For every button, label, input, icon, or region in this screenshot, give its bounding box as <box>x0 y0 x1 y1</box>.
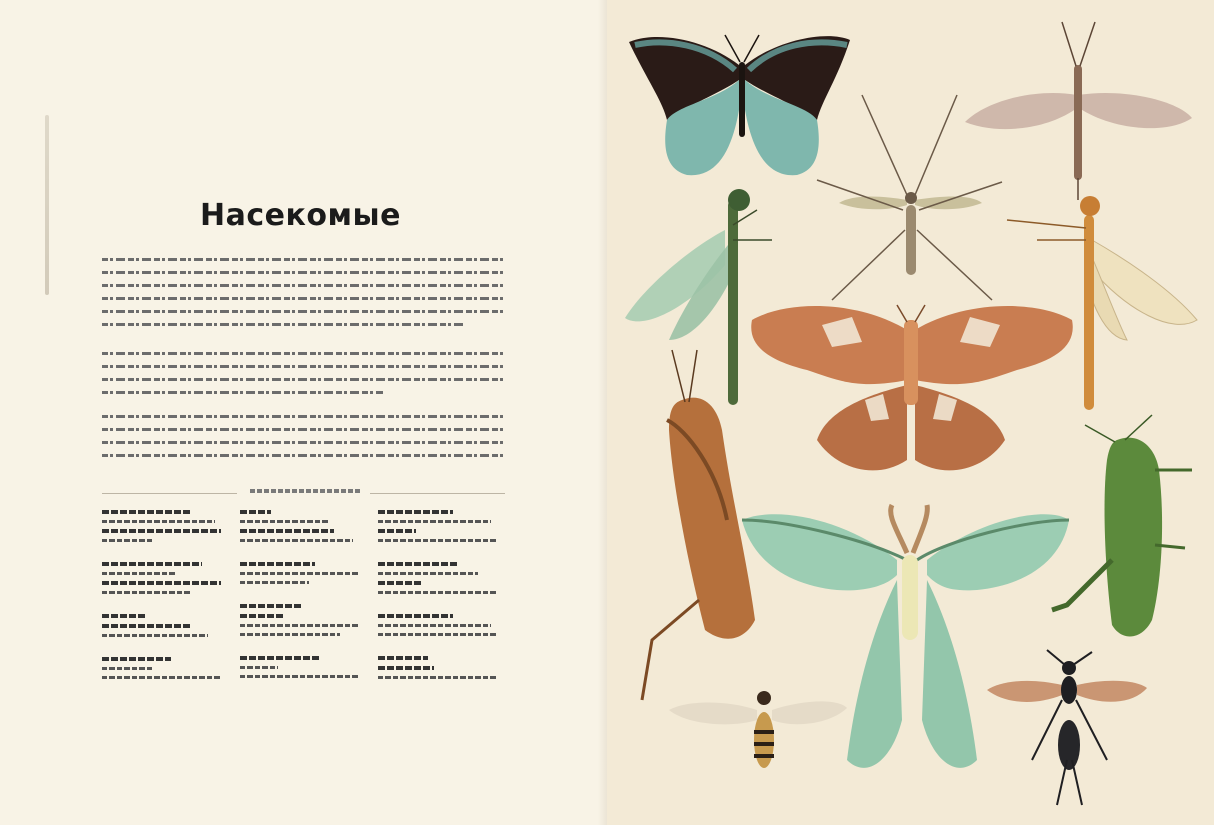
glossary-column-1 <box>102 510 227 699</box>
glossary-column-3 <box>378 510 503 699</box>
page-title: Насекомые <box>200 198 401 233</box>
green-grasshopper-illustration <box>1052 415 1192 636</box>
glossary-column-2 <box>240 510 365 698</box>
body-text-paragraph-3 <box>102 415 504 467</box>
body-text-paragraph-1 <box>102 258 504 336</box>
hoverfly-illustration <box>669 691 847 768</box>
green-dragonfly-illustration <box>625 189 772 405</box>
section-divider-left <box>102 493 237 494</box>
body-text-paragraph-2 <box>102 352 504 404</box>
right-page <box>607 0 1214 825</box>
brown-grasshopper-illustration <box>642 350 755 700</box>
insect-plate <box>607 0 1214 825</box>
swallowtail-butterfly-illustration <box>629 35 850 175</box>
section-divider-right <box>370 493 505 494</box>
orange-damselfly-illustration <box>1007 196 1197 410</box>
bookmark-ribbon <box>45 115 49 295</box>
mayfly-illustration <box>965 22 1192 200</box>
wasp-illustration <box>987 650 1147 805</box>
section-heading <box>250 487 360 495</box>
luna-moth-illustration <box>742 505 1069 768</box>
atlas-moth-illustration <box>751 305 1073 470</box>
crane-fly-illustration <box>817 95 1002 300</box>
